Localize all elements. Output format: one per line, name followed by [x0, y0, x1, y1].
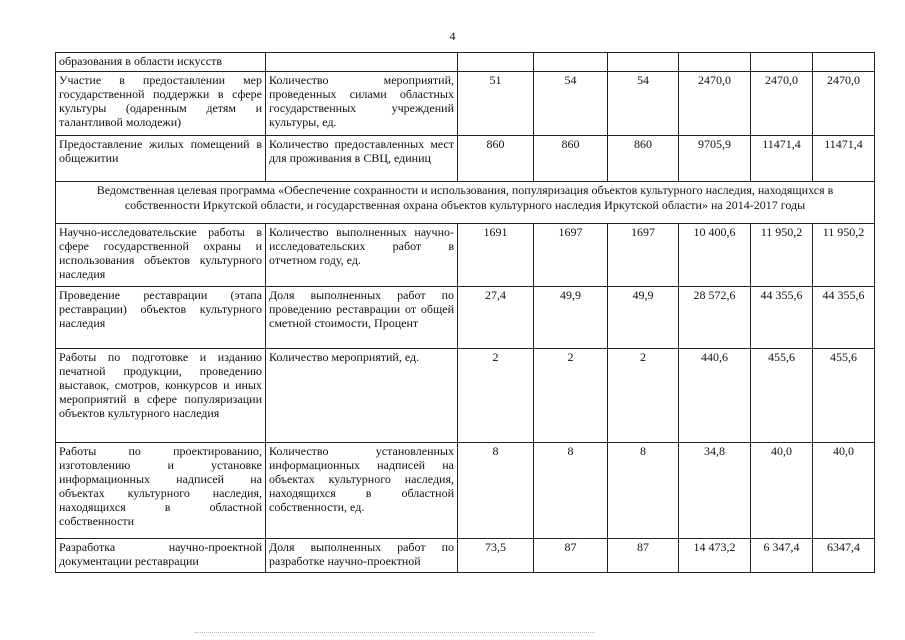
value-cell: 11 950,2: [751, 224, 813, 287]
indicator-cell: Доля выполненных работ по проведению реставрации от общей сметной стоимости, Процент: [266, 287, 458, 349]
value-cell: 2: [534, 349, 608, 443]
value-cell: 44 355,6: [813, 287, 875, 349]
indicator-cell: Количество выполненных научно-исследовательских работ в отчетном году, ед.: [266, 224, 458, 287]
indicator-cell: Количество установленных информационных надписей на объектах культурного наследия, находящихся в областной собственности, ед.: [266, 443, 458, 539]
value-cell: 40,0: [813, 443, 875, 539]
value-cell: 40,0: [751, 443, 813, 539]
value-cell: 11 950,2: [813, 224, 875, 287]
value-cell: 2: [608, 349, 679, 443]
activity-cell: Проведение реставрации (этапа реставрации) объектов культурного наследия: [56, 287, 266, 349]
indicator-cell: Количество мероприятий, проведенных силами областных государственных учреждений культуры, ед.: [266, 72, 458, 136]
table-row: [56, 287, 875, 349]
value-cell: 51: [458, 72, 534, 136]
indicators-table: [55, 52, 875, 573]
value-cell: 87: [608, 539, 679, 573]
value-cell: 87: [534, 539, 608, 573]
value-cell: 455,6: [813, 349, 875, 443]
value-cell: 6 347,4: [751, 539, 813, 573]
activity-cell: Работы по проектированию, изготовлению и установке информационных надписей на объектах культурного наследия, находящихся в областной собственности: [56, 443, 266, 539]
value-cell: 2470,0: [679, 72, 751, 136]
value-cell: 10 400,6: [679, 224, 751, 287]
value-cell: 6347,4: [813, 539, 875, 573]
value-cell: 27,4: [458, 287, 534, 349]
activity-cell: образования в области искусств: [56, 53, 266, 72]
value-cell: 2: [458, 349, 534, 443]
value-cell: [608, 53, 679, 72]
page-number: 4: [449, 29, 456, 43]
value-cell: 11471,4: [813, 136, 875, 182]
value-cell: 34,8: [679, 443, 751, 539]
value-cell: [679, 53, 751, 72]
table-row: [56, 539, 875, 573]
program-title: Ведомственная целевая программа «Обеспечение сохранности и использования, популяризация объектов культурного наследия, находящихся в собственности Иркутской области, и государственная охрана объектов культурного наследия Иркутской области» на 2014-2017 годы: [56, 182, 875, 224]
value-cell: 440,6: [679, 349, 751, 443]
activity-cell: Работы по подготовке и изданию печатной продукции, проведению выставок, смотров, конкурсов и иных мероприятий в сфере популяризации объектов культурного наследия: [56, 349, 266, 443]
value-cell: [534, 53, 608, 72]
activity-cell: Разработка научно-проектной документации реставрации: [56, 539, 266, 573]
value-cell: 1697: [608, 224, 679, 287]
activity-cell: Предоставление жилых помещений в общежитии: [56, 136, 266, 182]
value-cell: 49,9: [534, 287, 608, 349]
value-cell: 1697: [534, 224, 608, 287]
value-cell: 8: [458, 443, 534, 539]
table-row: [56, 72, 875, 136]
value-cell: [813, 53, 875, 72]
value-cell: 860: [458, 136, 534, 182]
value-cell: 73,5: [458, 539, 534, 573]
value-cell: 54: [608, 72, 679, 136]
value-cell: 8: [534, 443, 608, 539]
value-cell: 455,6: [751, 349, 813, 443]
value-cell: 28 572,6: [679, 287, 751, 349]
section-row: [56, 182, 875, 224]
indicator-cell: Доля выполненных работ по разработке научно-проектной: [266, 539, 458, 573]
scan-artifact-line: [195, 632, 595, 634]
indicator-cell: Количество мероприятий, ед.: [266, 349, 458, 443]
table-row: [56, 349, 875, 443]
value-cell: 9705,9: [679, 136, 751, 182]
value-cell: 2470,0: [813, 72, 875, 136]
value-cell: 2470,0: [751, 72, 813, 136]
table-row: [56, 53, 875, 72]
value-cell: 1691: [458, 224, 534, 287]
table-row: [56, 224, 875, 287]
value-cell: 8: [608, 443, 679, 539]
activity-cell: Участие в предоставлении мер государственной поддержки в сфере культуры (одаренным детям и талантливой молодежи): [56, 72, 266, 136]
table-row: [56, 136, 875, 182]
value-cell: 860: [534, 136, 608, 182]
indicator-cell: [266, 53, 458, 72]
value-cell: [458, 53, 534, 72]
value-cell: 44 355,6: [751, 287, 813, 349]
value-cell: 14 473,2: [679, 539, 751, 573]
value-cell: 54: [534, 72, 608, 136]
activity-cell: Научно-исследовательские работы в сфере государственной охраны и использования объектов культурного наследия: [56, 224, 266, 287]
indicator-cell: Количество предоставленных мест для проживания в СВЦ, единиц: [266, 136, 458, 182]
table-row: [56, 443, 875, 539]
value-cell: 49,9: [608, 287, 679, 349]
value-cell: 11471,4: [751, 136, 813, 182]
value-cell: [751, 53, 813, 72]
value-cell: 860: [608, 136, 679, 182]
